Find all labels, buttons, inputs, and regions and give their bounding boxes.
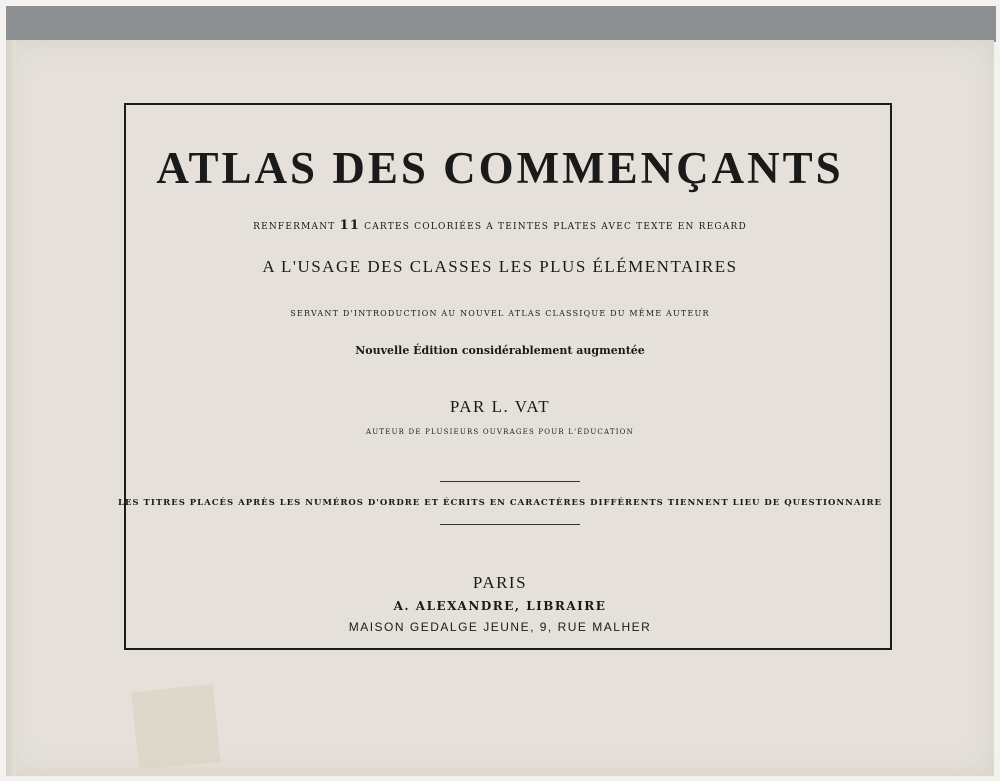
- subtitle-maps-prefix: RENFERMANT: [253, 222, 336, 232]
- author-name: PAR L. VAT: [449, 397, 551, 416]
- subtitle-maps-number: 11: [339, 218, 361, 233]
- tape-mark: [131, 684, 221, 770]
- questionnaire-note: LES TITRES PLACÉS APRÈS LES NUMÉROS D'ORDRE ET ÉCRITS EN CARACTÈRES DIFFÉRENTS TIENNENT LIEU DE QUESTIONNAIRE: [117, 498, 883, 508]
- subtitle-introduction: SERVANT D'INTRODUCTION AU NOUVEL ATLAS CLASSIQUE DU MÊME AUTEUR: [290, 309, 710, 318]
- subtitle-maps-count: [0, 218, 1000, 233]
- author-description: AUTEUR DE PLUSIEURS OUVRAGES POUR L'ÉDUCATION: [366, 428, 634, 436]
- publisher-name: A. ALEXANDRE, LIBRAIRE: [393, 599, 607, 613]
- publisher-address: MAISON GEDALGE JEUNE, 9, RUE MALHER: [348, 620, 652, 634]
- edition-note: Nouvelle Édition considérablement augmentée: [355, 344, 645, 357]
- divider-top: [440, 481, 580, 482]
- subtitle-usage: A L'USAGE DES CLASSES LES PLUS ÉLÉMENTAIRES: [262, 257, 738, 276]
- top-binding-strip: [6, 6, 996, 42]
- divider-bottom: [440, 524, 580, 525]
- publication-city: PARIS: [472, 573, 528, 592]
- subtitle-maps-suffix: CARTES COLORIÉES A TEINTES PLATES AVEC TEXTE EN REGARD: [364, 222, 747, 232]
- page-title: ATLAS DES COMMENÇANTS: [156, 143, 844, 193]
